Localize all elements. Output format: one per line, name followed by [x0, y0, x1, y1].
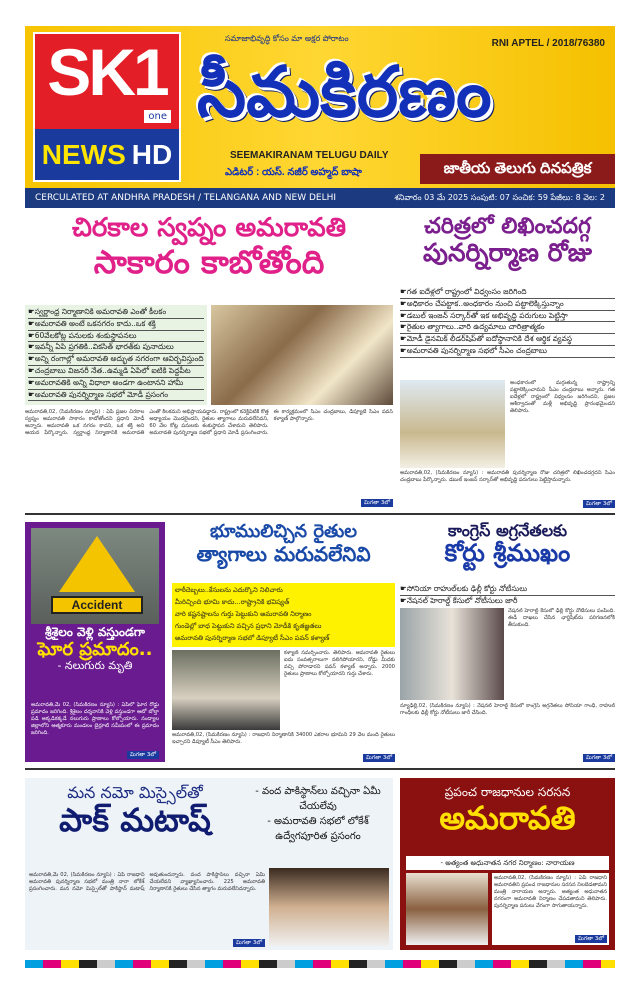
accident-sign: Accident	[51, 596, 143, 614]
editor-line: ఎడిటర్ : యస్. నజీర్ అహ్మద్ బాషా	[225, 167, 362, 178]
continued-tag: మిగతా 3లో	[127, 751, 159, 759]
accident-photo	[31, 528, 159, 624]
bullet-item: ☛స్వర్ణాంధ్ర నిర్మాణానికి అమరావతి ఎంతో కీలకం	[28, 307, 204, 319]
logo-hd: HD	[131, 139, 173, 170]
rni-number: RNI APTEL / 2018/76380	[491, 38, 605, 49]
continued-tag: మిగతా 3లో	[575, 935, 607, 943]
info-band	[25, 188, 615, 208]
right-headline-2: పునర్నిర్మాణ రోజు	[423, 238, 592, 268]
accident-headline-1: శ్రీశైలం వెళ్లి వస్తుండగా	[45, 626, 145, 639]
capital-headline: అమరావతి	[439, 798, 576, 837]
pak-body: అమరావతి,మే 02, (సీమకిరణం న్యూస్) : ఏపీ రాజధాని అమరావతి పునర్నిర్మాణ సభలో మంత్రి నారా లోకేశ్ ప్రసంగించారు. మన నమో మిస్సైల్‌తో పాకిస్థాన్ మటాష్ అవుతుందన్నారు. వంద పాకిస్థాన్‌లు వచ్చినా ఏమీ చేయలేవని వ్యాఖ్యానించారు. 225 అమరావతి నిర్మాణానికి రైతులు చేసిన త్యాగం మరువలేనిదన్నారు.	[29, 872, 265, 892]
accident-headline	[25, 626, 165, 700]
pak-box	[25, 778, 393, 950]
congress-article	[400, 703, 615, 762]
sk1-news-logo	[33, 32, 181, 182]
logo-red-block	[35, 34, 179, 129]
farmers-article	[172, 732, 395, 762]
farmers-body: అమరావతి,02, (సీమకిరణం న్యూస్) : రాజధాని నిర్మాణానికి 34000 ఎకరాల భూమిని 29 వేల మంది రైతులు ఇచ్చారని డిప్యూటీ సీఎం తెలిపారు.	[172, 732, 395, 745]
farmers-body-side: కళ్యాణ్ సమర్పించారు. తెలిపారు. అమరావతి రైతులు ఐదు సంవత్సరాలుగా నలిగిపోయారని, రోడ్డు మీదకు వచ్చి పోరాడారని పవన్ కళ్యాణ్ అన్నారు. 2000 రైతులు ప్రాణాలు కోల్పోయారని గుర్తు చేశారు.	[284, 650, 395, 677]
congress-headline	[400, 522, 615, 582]
continued-tag: మిగతా 3లో	[583, 500, 615, 508]
bullet-item: గుండెల్లో బాధ పెట్టుకుని వచ్చిన ప్రధాని మోడీకి కృతజ్ఞతలు	[175, 622, 322, 630]
dateline: శనివారం 03 మే 2025 సంపుటి: 07 సంచిక: 59 పేజీలు: 8 వెల: 2	[394, 193, 605, 202]
congress-headline-1: కాంగ్రెస్ అగ్రనేతలకు	[448, 522, 567, 540]
right-headline-1: చరిత్రలో లిఖించదగ్గ	[424, 214, 591, 239]
right-bullets	[400, 287, 615, 377]
bullet-item: ☛అధికారం చేపట్టాక..అంధకారం నుంచి పట్టాలెక్కిస్తున్నాం	[400, 299, 615, 311]
congress-headline-2: కోర్టు శ్రీముఖం	[444, 539, 571, 568]
bullet-item: ☛ఇవన్నీ ఏపి ప్రగతికి..వికసిత్ భారత్‌కు పునాదులు	[28, 342, 204, 354]
sonia-rahul-photo	[400, 608, 504, 700]
bullet-item: - వంద పాకిస్థాన్‌లు వచ్చినా ఏమీ చేయలేవు	[255, 786, 381, 812]
divider	[25, 768, 615, 770]
accident-box	[25, 522, 165, 762]
capital-body	[494, 875, 607, 934]
logo-blue-block	[35, 129, 179, 180]
cm-photo	[400, 380, 505, 468]
bullet-item: ☛సోనియా రాహుల్‌లకు ఢిల్లీ కోర్టు నోటీసులు	[400, 584, 615, 596]
pak-kicker: మన నమో మిస్సైల్‌తో	[67, 784, 203, 802]
congress-body-side: నేషనల్ హెరాల్డ్ కేసులో ఢిల్లీ కోర్టు నోటీసులు పంపింది. ఈడీ దాఖలు చేసిన ఛార్జిషీట్‌ను పరిగణనలోకి తీసుకుంది.	[508, 608, 615, 628]
capital-sub: - అత్యంత అధునాతన నగర నిర్మాణం: నారాయణ	[406, 856, 609, 870]
congress-bullets	[400, 584, 615, 607]
capital-headline-group	[400, 786, 615, 854]
bullet-item: ☛అమరావతి పునర్నిర్మాణ సభలో మోడీ ప్రసంగం	[28, 390, 204, 402]
bullet-item: ☛మోడీ డైనమిక్ లీడర్‌షిప్‌తో ఐదోస్థానానికి దేశ ఆర్థిక వ్యవస్థ	[400, 334, 615, 346]
pak-article	[29, 872, 265, 947]
bullet-item: ☛గత ఐదేళ్లలో రాష్ట్రంలో విధ్వంసం జరిగింది	[400, 287, 615, 299]
pak-bullets	[247, 784, 389, 866]
capital-body-side: అమరావతి,02, (సీమకిరణం న్యూస్) : ఏపీ రాజధాని అమరావతిని ప్రపంచ రాజధానుల సరసన నిలబెడతామని మంత్రి నారాయణ అన్నారు.	[494, 875, 607, 895]
accident-sub: - నలుగురు మృతి	[57, 659, 133, 673]
circulation: CERCULATED AT ANDHRA PRADESH / TELANGANA AND NEW DELHI	[35, 193, 337, 203]
bullet-item: వారి కష్టనష్టాలను గుర్తు పెట్టుకుని అమరావతి నిర్మాణం	[175, 610, 312, 618]
right-body: అమరావతి,02, (సీమకిరణం న్యూస్) : అమరావతి పునర్నిర్మాణ రోజు చరిత్రలో లిఖించదగ్గదని సీఎం చంద్రబాబు పేర్కొన్నారు. డబుల్ ఇంజన్ సర్కార్‌తో అభివృద్ధి పరుగులు పెట్టిస్తామన్నారు.	[400, 470, 615, 483]
congress-body: న్యూఢిల్లీ,02, (సీమకిరణం న్యూస్) : నేషనల్ హెరాల్డ్ కేసులో కాంగ్రెస్ అగ్రనేతలు సోనియా గాంధీ, రాహుల్ గాంధీలకు ఢిల్లీ కోర్టు నోటీసులు జారీ చేసింది.	[400, 703, 615, 716]
tagline: సమాజాభివృద్ధి కోసం మా అక్షర పోరాటం	[225, 34, 349, 43]
capital-article	[492, 873, 609, 945]
continued-tag: మిగతా 3లో	[363, 754, 395, 762]
pak-headline-group	[25, 784, 245, 868]
divider	[25, 513, 615, 515]
right-body-side: అంధకారంలో మగ్గుతున్న రాష్ట్రాన్ని పట్టాలెక్కించామని సీఎం చంద్రబాబు అన్నారు. గత ఐదేళ్లలో రాష్ట్రంలో విధ్వంసం జరిగిందని, ప్రజల ఆశీర్వాదంతో మళ్లీ అభివృద్ధి ప్రారంభమైందని తెలిపారు.	[510, 380, 615, 414]
farmers-bullets	[172, 583, 395, 647]
national-daily-badge: జాతీయ తెలుగు దినపత్రిక	[420, 154, 615, 184]
continued-tag: మిగతా 3లో	[233, 939, 265, 947]
bullet-item: ☛అమరావతి పునర్నిర్మాణ సభలో సీఎం చంద్రబాబు	[400, 346, 615, 358]
accident-headline-2: ఘోర ప్రమాదం..	[37, 638, 153, 660]
bullet-item: మీరిచ్చింది భూమి కాదు...రాష్ట్రానికి భవిష్యత్	[175, 598, 290, 606]
bullet-item: ☛అన్ని రంగాల్లో అమరావతి అద్భుత నగరంగా ఆవిర్భవిస్తుంది	[28, 354, 204, 366]
bullet-item: ☛రైతుల త్యాగాలు..వారి ఉద్యమాలు చారిత్రాత్మకం	[400, 322, 615, 334]
bullet-item: ☛అమరావతి అంటే ఒకనగరం కాదు..ఒక శక్తి	[28, 319, 204, 331]
bullet-item: - అమరావతి సభలో లోకేశ్ ఉద్వేగపూరిత ప్రసంగం	[267, 816, 369, 842]
lead-body: అమరావతి,02, (సీమకిరణం న్యూస్) : ఏపీ ప్రజల చిరకాల స్వప్నం అమరావతి సాకారం కాబోతోందని ప్రధాని మోడీ అన్నారు. అమరావతి ఒక నగరం కాదని, ఒక శక్తి అని ఆయన పేర్కొన్నారు. స్వర్ణాంధ్ర నిర్మాణానికి అమరావతి ఎంతో కీలకమని అభిప్రాయపడ్డారు. రాష్ట్రంలో కనెక్టివిటీకి కొత్త అధ్యాయం మొదలైందని, రైతుల త్యాగాలు మరువలేనివని, 60 వేల కోట్ల పనులకు శంకుస్థాపన చేశామని తెలిపారు. అమరావతి పునర్నిర్మాణ సభలో ప్రధాని మోడీ ప్రసంగించారు. ఈ కార్యక్రమంలో సీఎం చంద్రబాబు, డిప్యూటీ సీఎం పవన్ కళ్యాణ్ పాల్గొన్నారు.	[25, 409, 393, 436]
bullet-item: ☛60వేలకోట్ల పనులకు శంకుస్థాపనలు	[28, 331, 204, 343]
lokesh-photo	[269, 868, 389, 946]
accident-article	[31, 702, 159, 759]
logo-one: one	[144, 110, 171, 123]
lead-article	[25, 409, 393, 507]
right-headline	[400, 214, 615, 286]
newspaper-title: సీమకిరణం	[197, 55, 492, 132]
pawan-photo	[172, 650, 280, 730]
narayana-photo	[406, 873, 488, 945]
lead-headline-2: సాకారం కాబోతోంది	[93, 242, 325, 281]
farmers-headline	[172, 522, 395, 582]
lead-bullets	[25, 305, 207, 405]
bullet-item: లాఠీదెబ్బలు..కేసులను ఎదుర్కొని నిలిచారు	[175, 586, 283, 594]
capital-kicker: ప్రపంచ రాజధానుల సరసన	[444, 786, 571, 799]
pak-headline: పాక్ మటాష్	[59, 801, 211, 840]
farmers-headline-1: భూములిచ్చిన రైతుల	[209, 522, 357, 542]
color-registration-bar	[25, 960, 615, 968]
accident-body: అమరావతి,మే 02, (సీమకిరణం న్యూస్) : ఏపిలో ఘోర రోడ్డు ప్రమాదం జరిగింది. శ్రీశైలం దర్శనానికి వెళ్లి వస్తుండగా ఆటో బోల్తా పడి అక్కడికక్కడే నలుగురు ప్రాణాలు కోల్పోయారు. నంద్యాల జిల్లాలోని ఆత్మకూరు మండలం బైర్లూటి సమీపంలో ఈ ప్రమాదం జరిగింది.	[31, 702, 159, 736]
continued-tag: మిగతా 3లో	[583, 754, 615, 762]
continued-tag: మిగతా 3లో	[361, 499, 393, 507]
bullet-item: ☛నేషనల్ హెరాల్డ్ కేసులో నోటీసులు జారీ	[400, 596, 615, 607]
subtitle: SEEMAKIRANAM TELUGU DAILY	[230, 150, 389, 161]
capital-box	[400, 778, 615, 950]
capital-body-rest: అత్యంత అధునాతన నగరంగా అమరావతి నిర్మాణం చేపడతామని తెలిపారు. పునర్నిర్మాణ పనులు వేగంగా సాగుతాయన్నారు.	[494, 889, 607, 909]
lead-photo	[211, 305, 393, 405]
farmers-headline-2: త్యాగాలు మరువలేనివి	[196, 541, 371, 566]
right-article	[400, 470, 615, 508]
bullet-item: ☛డబుల్ ఇంజన్ సర్కార్‌తో ఇక అభివృద్ధి పరుగులు పెట్టిస్తా	[400, 311, 615, 323]
bullet-item: అమరావతి పునర్నిర్మాణ సభలో డిప్యూటీ సీఎం పవన్ కళ్యాణ్	[175, 634, 330, 642]
masthead	[25, 26, 615, 188]
bullet-item: ☛చంద్రబాబు విజనరీ నేత..ఉమ్మడి ఏపిలో ఐటికి పెద్దపీట	[28, 366, 204, 378]
lead-headline-1: చిరకాల స్వప్నం అమరావతి	[71, 214, 347, 243]
bullet-item: ☛అమరావతికి అన్ని విధాలా అండగా ఉంటానని హామీ	[28, 378, 204, 390]
logo-sk1: SK1	[47, 35, 167, 109]
lead-headline	[25, 214, 393, 304]
logo-news: NEWS	[41, 139, 126, 170]
warning-sign-icon	[59, 536, 135, 592]
